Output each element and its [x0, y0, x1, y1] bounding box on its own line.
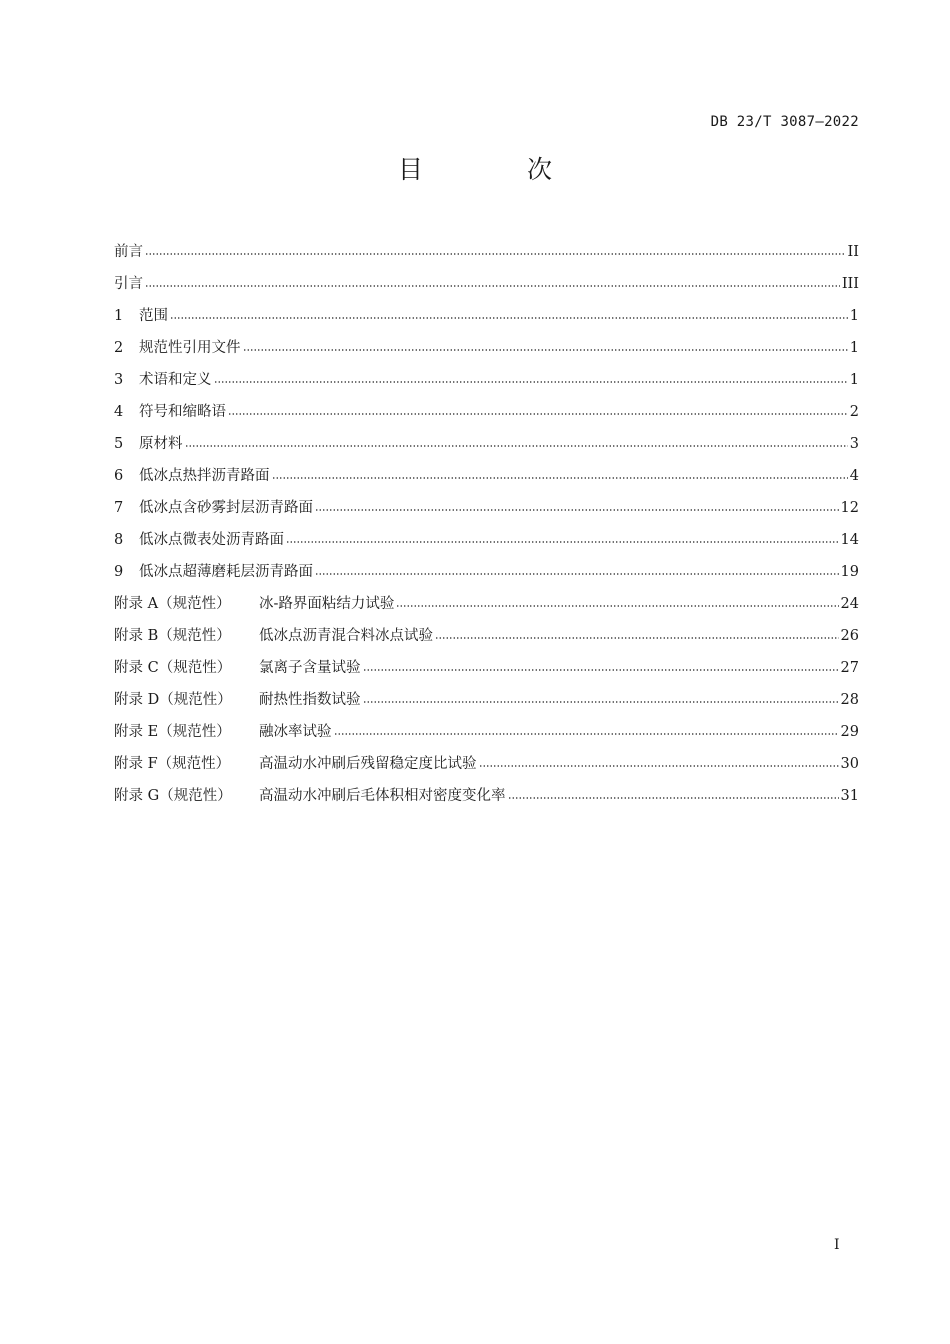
toc-entry-annex-e[interactable]: [114, 716, 859, 748]
toc-entry-label: 前言: [114, 244, 143, 260]
toc-entry-page: 24: [840, 596, 859, 612]
toc-dot-leader: [286, 541, 839, 543]
toc-entry-label: 范围: [139, 308, 168, 324]
toc-entry-label: 低冰点微表处沥青路面: [139, 532, 284, 548]
toc-entry-clause-7[interactable]: [114, 492, 859, 524]
toc-entry-label: 耐热性指数试验: [259, 692, 361, 708]
toc-entry-number: 2: [114, 340, 124, 356]
toc-annex-designation: 附录 D（规范性）: [114, 692, 232, 708]
toc-entry-annex-c[interactable]: [114, 652, 859, 684]
toc-entry-page: 2: [849, 404, 859, 420]
toc-entry-number: 4: [114, 404, 124, 420]
toc-dot-leader: [315, 573, 839, 575]
toc-annex-designation: 附录 A（规范性）: [114, 596, 231, 612]
table-of-contents: [114, 236, 859, 812]
toc-entry-number: 3: [114, 372, 124, 388]
toc-dot-leader: [334, 733, 839, 735]
toc-dot-leader: [508, 797, 839, 799]
toc-title: 目 次: [398, 155, 600, 184]
toc-dot-leader: [170, 317, 848, 319]
toc-entry-page: 28: [840, 692, 859, 708]
toc-dot-leader: [243, 349, 848, 351]
toc-entry-page: 31: [840, 788, 859, 804]
toc-entry-clause-4[interactable]: [114, 396, 859, 428]
toc-annex-designation: 附录 E（规范性）: [114, 724, 231, 740]
toc-entry-label: 高温动水冲刷后毛体积相对密度变化率: [259, 788, 506, 804]
toc-entry-label: 融冰率试验: [259, 724, 332, 740]
toc-entry-label: 规范性引用文件: [139, 340, 241, 356]
toc-entry-page: 27: [840, 660, 859, 676]
toc-dot-leader: [363, 669, 839, 671]
toc-entry-label: 术语和定义: [139, 372, 212, 388]
toc-entry-page: 14: [840, 532, 859, 548]
toc-entry-page: 1: [849, 340, 859, 356]
toc-entry-label: 冰-路界面粘结力试验: [259, 596, 395, 612]
toc-entry-clause-8[interactable]: [114, 524, 859, 556]
toc-annex-designation: 附录 F（规范性）: [114, 756, 231, 772]
toc-dot-leader: [272, 477, 848, 479]
toc-dot-leader: [396, 605, 838, 607]
toc-entry-label: 低冰点热拌沥青路面: [139, 468, 270, 484]
document-code: DB 23/T 3087—2022: [710, 114, 859, 130]
toc-dot-leader: [228, 413, 848, 415]
toc-entry-page: 30: [840, 756, 859, 772]
toc-entry-page: 26: [840, 628, 859, 644]
toc-entry-page: 12: [840, 500, 859, 516]
toc-entry-number: 5: [114, 436, 124, 452]
toc-entry-label: 原材料: [139, 436, 183, 452]
toc-entry-page: 1: [849, 308, 859, 324]
toc-entry-clause-5[interactable]: [114, 428, 859, 460]
toc-dot-leader: [435, 637, 839, 639]
toc-dot-leader: [145, 253, 846, 255]
toc-annex-designation: 附录 C（规范性）: [114, 660, 232, 676]
toc-entry-annex-f[interactable]: [114, 748, 859, 780]
toc-dot-leader: [145, 285, 840, 287]
toc-entry-annex-a[interactable]: [114, 588, 859, 620]
toc-entry-number: 9: [114, 564, 124, 580]
toc-entry-page: 3: [849, 436, 859, 452]
toc-entry-label: 低冰点沥青混合料冰点试验: [259, 628, 433, 644]
toc-entry-label: 氯离子含量试验: [259, 660, 361, 676]
toc-entry-number: 7: [114, 500, 124, 516]
toc-dot-leader: [315, 509, 839, 511]
toc-annex-designation: 附录 B（规范性）: [114, 628, 231, 644]
toc-entry-page: 1: [849, 372, 859, 388]
toc-entry-number: 1: [114, 308, 124, 324]
toc-entry-clause-3[interactable]: [114, 364, 859, 396]
toc-entry-page: 19: [840, 564, 859, 580]
toc-entry-label: 高温动水冲刷后残留稳定度比试验: [259, 756, 477, 772]
toc-entry-clause-2[interactable]: [114, 332, 859, 364]
toc-entry-page: 4: [849, 468, 859, 484]
toc-entry-annex-d[interactable]: [114, 684, 859, 716]
toc-entry-page: II: [847, 244, 859, 260]
toc-entry-label: 符号和缩略语: [139, 404, 226, 420]
page-number: I: [834, 1237, 840, 1253]
toc-entry-clause-6[interactable]: [114, 460, 859, 492]
toc-entry-page: 29: [840, 724, 859, 740]
toc-dot-leader: [363, 701, 839, 703]
toc-entry-annex-g[interactable]: [114, 780, 859, 812]
toc-dot-leader: [214, 381, 848, 383]
toc-dot-leader: [479, 765, 839, 767]
toc-entry-label: 引言: [114, 276, 143, 292]
toc-entry-foreword[interactable]: [114, 236, 859, 268]
toc-entry-clause-1[interactable]: [114, 300, 859, 332]
toc-entry-label: 低冰点超薄磨耗层沥青路面: [139, 564, 313, 580]
toc-entry-label: 低冰点含砂雾封层沥青路面: [139, 500, 313, 516]
toc-dot-leader: [185, 445, 848, 447]
toc-entry-introduction[interactable]: [114, 268, 859, 300]
toc-entry-number: 6: [114, 468, 124, 484]
toc-entry-clause-9[interactable]: [114, 556, 859, 588]
toc-annex-designation: 附录 G（规范性）: [114, 788, 232, 804]
toc-entry-number: 8: [114, 532, 124, 548]
toc-entry-annex-b[interactable]: [114, 620, 859, 652]
toc-entry-page: III: [841, 276, 859, 292]
